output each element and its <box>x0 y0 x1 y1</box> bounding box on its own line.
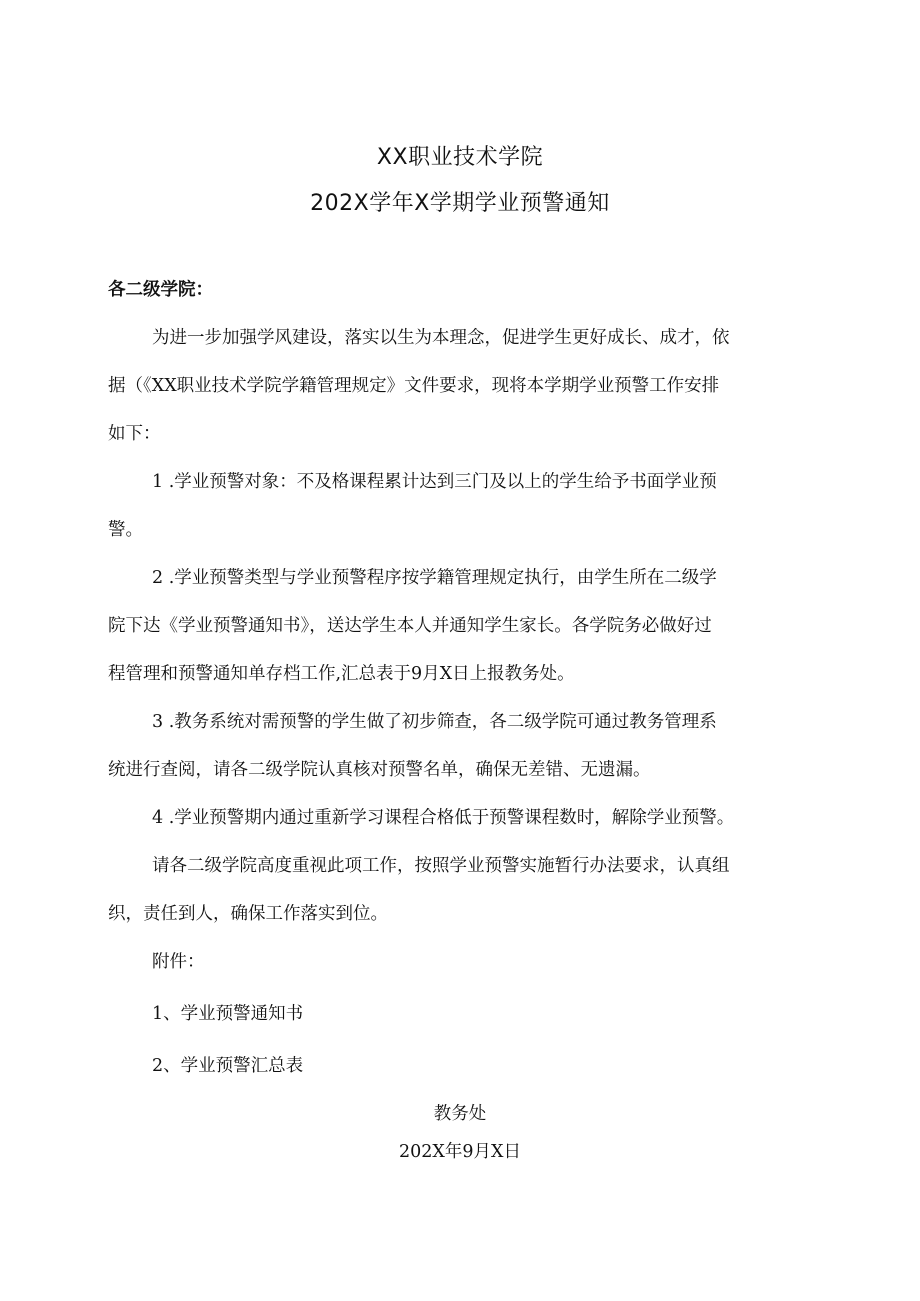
item-2-line-3: 程管理和预警通知单存档工作,汇总表于9月X日上报教务处。 <box>108 664 575 684</box>
attachment-item-2: 2、学业预警汇总表 <box>152 1056 304 1076</box>
attachment-item-1: 1、学业预警通知书 <box>152 1004 304 1024</box>
closing-line-1: 请各二级学院高度重视此项工作，按照学业预警实施暂行办法要求，认真组 <box>152 856 730 876</box>
item-4-line-1: 4 .学业预警期内通过重新学习课程合格低于预警课程数时，解除学业预警。 <box>152 808 735 828</box>
closing-line-2: 织，责任到人，确保工作落实到位。 <box>108 904 388 924</box>
item-1-line-2: 警。 <box>108 520 143 540</box>
item-2-line-1: 2 .学业预警类型与学业预警程序按学籍管理规定执行，由学生所在二级学 <box>152 568 717 588</box>
item-3-line-1: 3 .教务系统对需预警的学生做了初步筛查，各二级学院可通过教务管理系 <box>152 712 717 732</box>
salutation: 各二级学院： <box>108 280 213 300</box>
intro-line-3: 如下： <box>108 424 161 444</box>
signature-date: 202X年9月X日 <box>399 1142 521 1162</box>
document-title-institution: XX职业技术学院 <box>376 145 544 170</box>
intro-line-1: 为进一步加强学风建设，落实以生为本理念，促进学生更好成长、成才，依 <box>152 328 730 348</box>
item-3-line-2: 统进行查阅，请各二级学院认真核对预警名单，确保无差错、无遗漏。 <box>108 760 651 780</box>
attachments-label: 附件： <box>152 952 205 972</box>
document-title-notice: 202X学年X学期学业预警通知 <box>310 191 610 216</box>
intro-line-2: 据（《XX职业技术学院学籍管理规定》文件要求，现将本学期学业预警工作安排 <box>108 376 720 396</box>
item-2-line-2: 院下达《学业预警通知书》，送达学生本人并通知学生家长。各学院务必做好过 <box>108 616 712 636</box>
item-1-line-1: 1 .学业预警对象：不及格课程累计达到三门及以上的学生给予书面学业预 <box>152 472 717 492</box>
signature-office: 教务处 <box>433 1104 487 1124</box>
